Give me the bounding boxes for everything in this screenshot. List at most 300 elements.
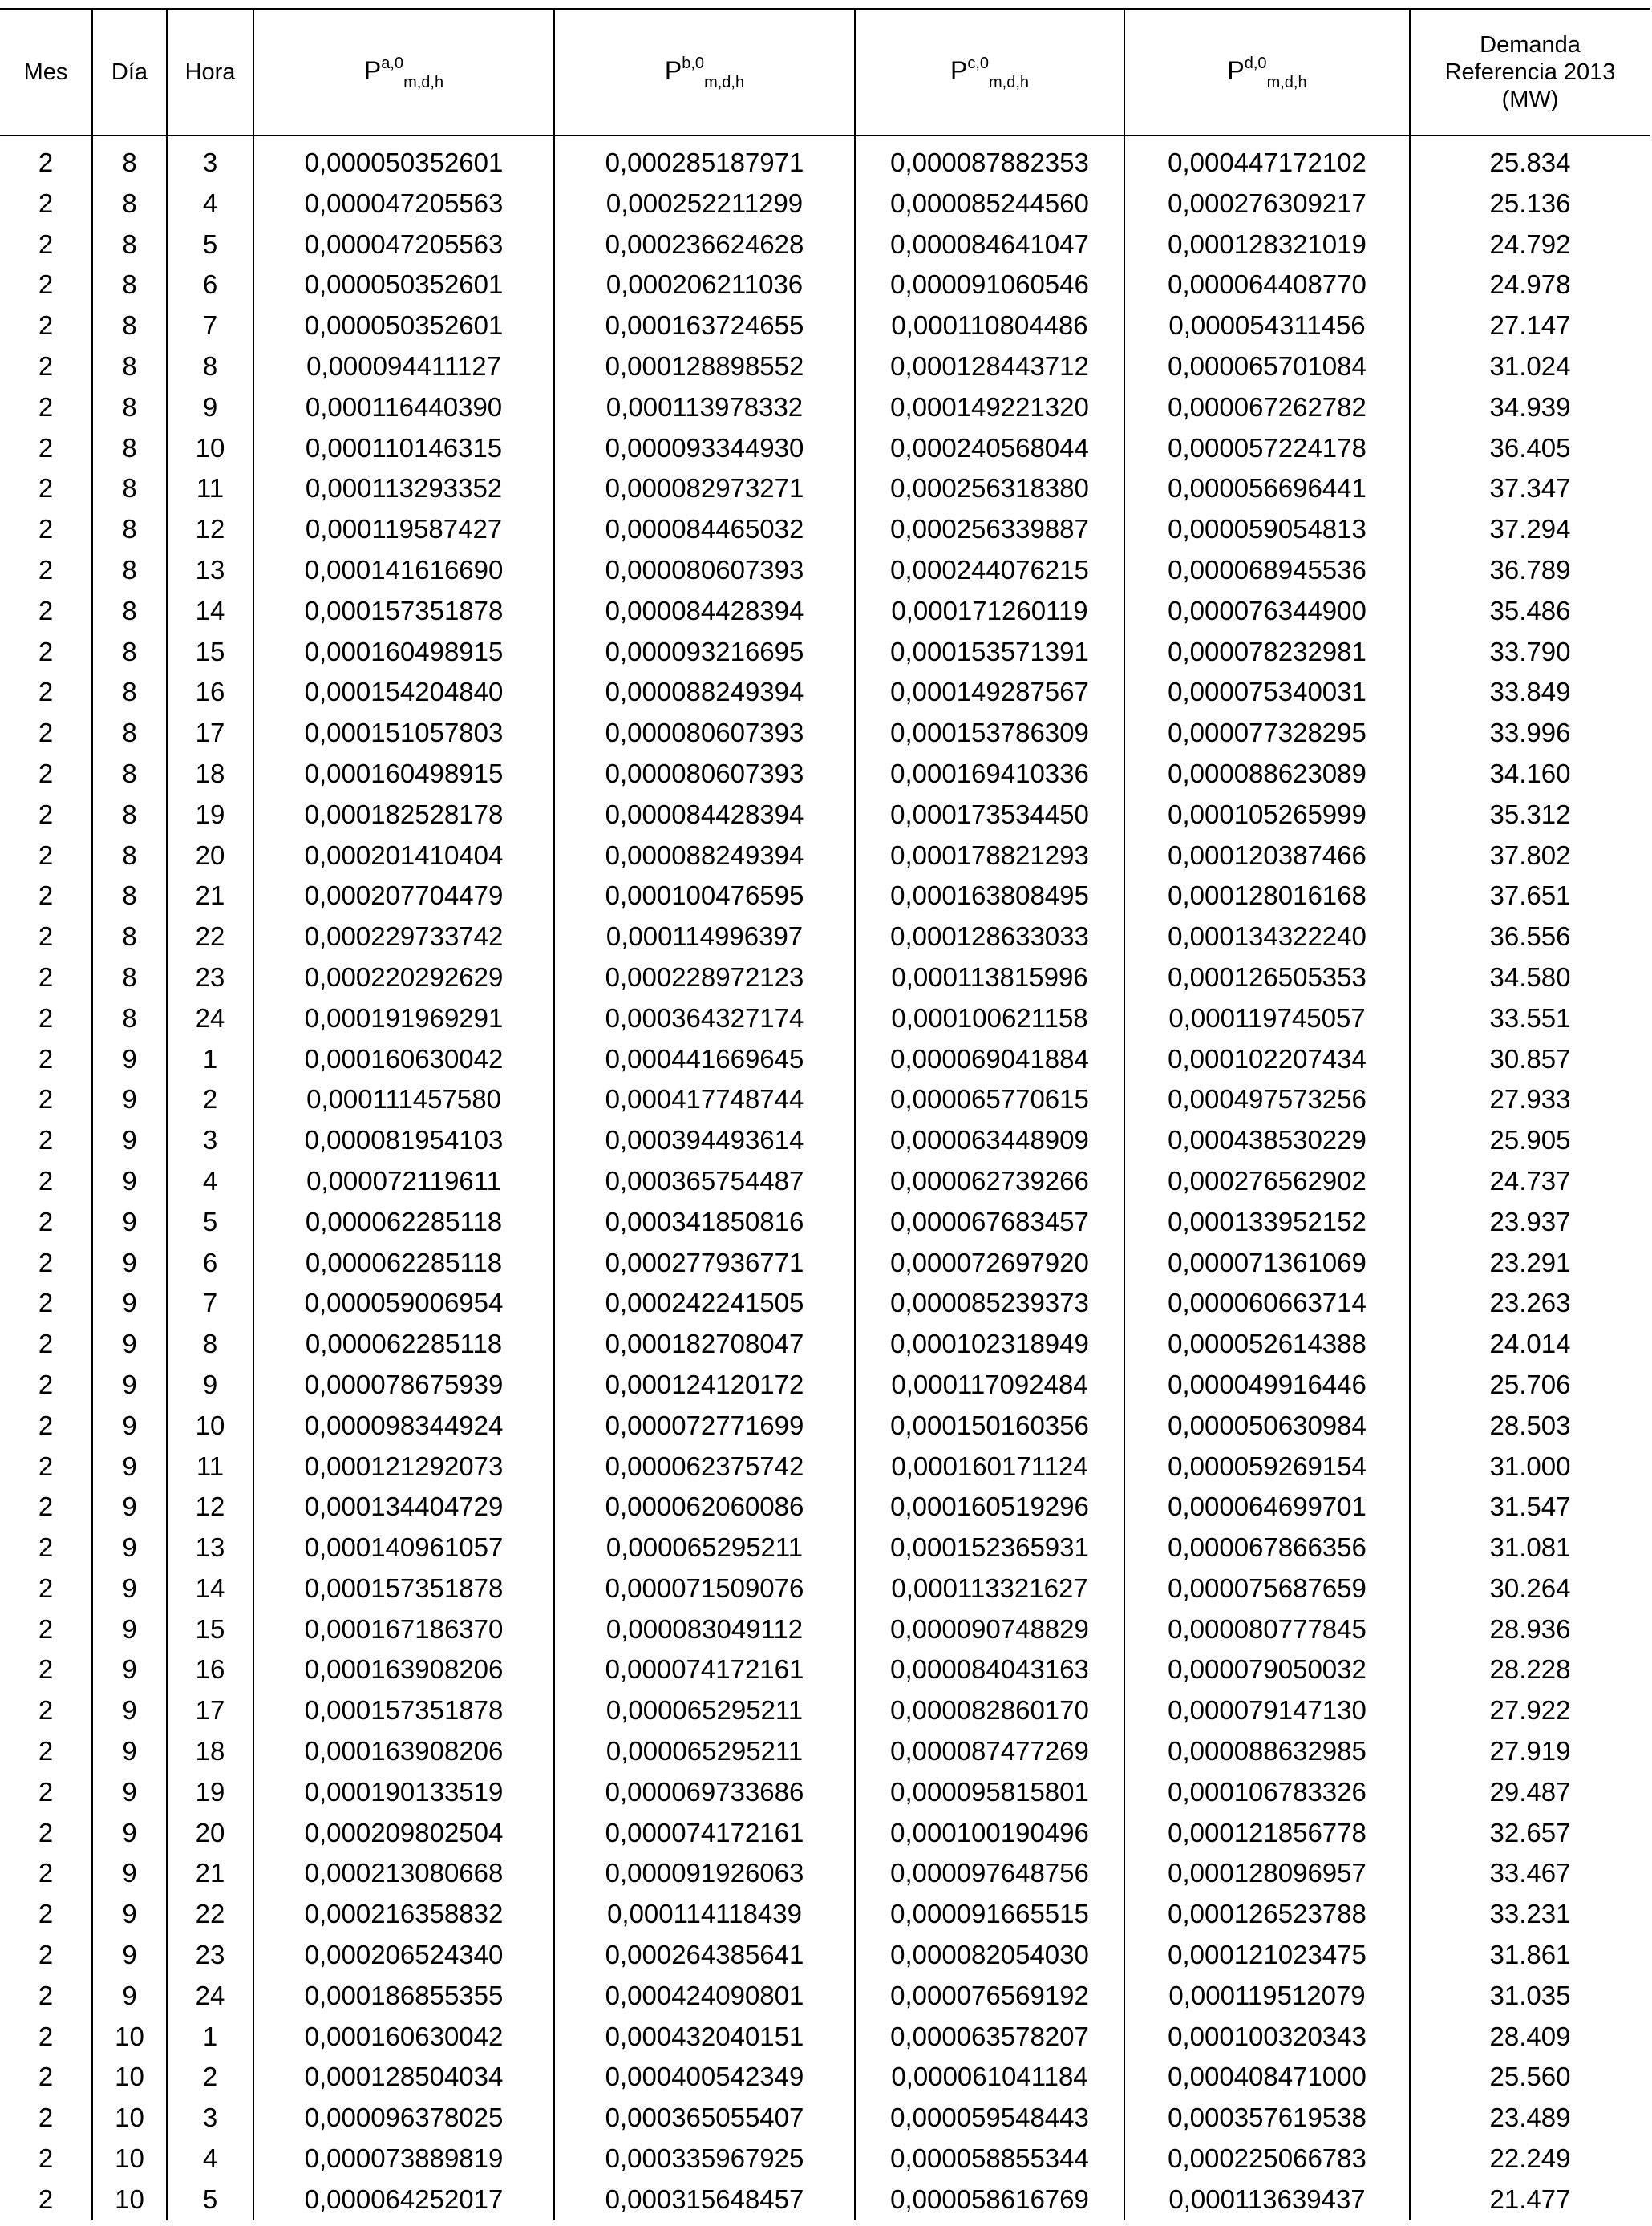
table-row	[0, 957, 1650, 998]
cell-mes: 2	[38, 554, 54, 585]
cell-pc: 0,000256339887	[855, 509, 1124, 550]
cell-pd: 0,000075687659	[1124, 1568, 1410, 1609]
cell-pb: 0,000400542349	[554, 2057, 855, 2098]
cell-pb: 0,000264385641	[554, 1935, 855, 1976]
cell-pa: 0,000141616690	[253, 550, 554, 591]
cell-demanda: 22.249	[1410, 2139, 1650, 2179]
cell-dia: 9	[92, 1365, 167, 1406]
cell-hora: 1	[167, 2017, 253, 2058]
cell-pa: 0,000110146315	[253, 428, 554, 469]
cell-demanda: 31.547	[1410, 1487, 1650, 1528]
cell-dia: 8	[92, 591, 167, 632]
cell-mes: 2	[38, 2103, 54, 2133]
cell-pa: 0,000134404729	[253, 1487, 554, 1528]
table-row	[0, 998, 1650, 1039]
cell-pc: 0,000153571391	[855, 632, 1124, 673]
cell-hora: 8	[167, 346, 253, 387]
cell-dia: 9	[92, 1935, 167, 1976]
cell-pc: 0,000063448909	[855, 1120, 1124, 1161]
table-row	[0, 1813, 1650, 1854]
cell-pa: 0,000157351878	[253, 1690, 554, 1731]
cell-pa: 0,000078675939	[253, 1365, 554, 1406]
cell-hora: 2	[167, 1079, 253, 1120]
cell-hora: 24	[167, 1976, 253, 2017]
cell-pc: 0,000085239373	[855, 1283, 1124, 1324]
cell-hora: 17	[167, 713, 253, 754]
cell-pb: 0,000080607393	[554, 713, 855, 754]
cell-pb: 0,000163724655	[554, 306, 855, 346]
cell-pd: 0,000059269154	[1124, 1447, 1410, 1487]
table-row	[0, 672, 1650, 713]
cell-dia: 9	[92, 1853, 167, 1894]
cell-pb: 0,000124120172	[554, 1365, 855, 1406]
table-row	[0, 1731, 1650, 1772]
cell-pd: 0,000113639437	[1124, 2179, 1410, 2220]
cell-pa: 0,000163908206	[253, 1649, 554, 1690]
demand-table	[0, 8, 1650, 2220]
cell-hora: 19	[167, 1772, 253, 1813]
cell-mes: 2	[38, 1695, 54, 1726]
cell-pa: 0,000209802504	[253, 1813, 554, 1854]
cell-hora: 15	[167, 1609, 253, 1650]
cell-pb: 0,000315648457	[554, 2179, 855, 2220]
cell-pd: 0,000102207434	[1124, 1039, 1410, 1080]
cell-pa: 0,000111457580	[253, 1079, 554, 1120]
cell-pd: 0,000076344900	[1124, 591, 1410, 632]
cell-pb: 0,000082973271	[554, 468, 855, 509]
cell-pc: 0,000256318380	[855, 468, 1124, 509]
cell-dia: 9	[92, 1609, 167, 1650]
cell-dia: 10	[92, 2017, 167, 2058]
cell-pa: 0,000191969291	[253, 998, 554, 1039]
demanda-line-2: Referencia 2013	[1444, 59, 1616, 85]
cell-demanda: 33.996	[1410, 713, 1650, 754]
cell-dia: 8	[92, 265, 167, 306]
cell-dia: 9	[92, 1079, 167, 1120]
cell-hora: 18	[167, 754, 253, 795]
cell-hora: 21	[167, 876, 253, 917]
cell-dia: 9	[92, 1528, 167, 1568]
cell-pa: 0,000140961057	[253, 1528, 554, 1568]
cell-pc: 0,000163808495	[855, 876, 1124, 917]
cell-pa: 0,000201410404	[253, 836, 554, 876]
cell-pc: 0,000095815801	[855, 1772, 1124, 1813]
col-header-pc	[855, 9, 1124, 136]
cell-demanda: 28.936	[1410, 1609, 1650, 1650]
cell-pd: 0,000134322240	[1124, 917, 1410, 957]
cell-demanda: 28.228	[1410, 1649, 1650, 1690]
table-row	[0, 1568, 1650, 1609]
cell-mes: 2	[38, 1572, 54, 1603]
p-symbol: P	[664, 55, 682, 85]
cell-pb: 0,000441669645	[554, 1039, 855, 1080]
cell-demanda: 25.560	[1410, 2057, 1650, 2098]
cell-pb: 0,000364327174	[554, 998, 855, 1039]
cell-pc: 0,000061041184	[855, 2057, 1124, 2098]
cell-mes: 2	[38, 1084, 54, 1115]
cell-dia: 10	[92, 2098, 167, 2139]
cell-pd: 0,000078232981	[1124, 632, 1410, 673]
cell-hora: 4	[167, 2139, 253, 2179]
cell-pa: 0,000216358832	[253, 1894, 554, 1935]
cell-dia: 9	[92, 1649, 167, 1690]
cell-pd: 0,000054311456	[1124, 306, 1410, 346]
cell-pa: 0,000186855355	[253, 1976, 554, 2017]
cell-pa: 0,000229733742	[253, 917, 554, 957]
cell-pc: 0,000091665515	[855, 1894, 1124, 1935]
cell-dia: 9	[92, 1813, 167, 1854]
table-row	[0, 1528, 1650, 1568]
cell-mes: 2	[38, 1532, 54, 1563]
cell-pb: 0,000285187971	[554, 136, 855, 184]
cell-demanda: 30.857	[1410, 1039, 1650, 1080]
cell-dia: 8	[92, 468, 167, 509]
cell-demanda: 23.291	[1410, 1243, 1650, 1284]
col-header-pd	[1124, 9, 1410, 136]
p-subscript: m,d,h	[1266, 73, 1307, 91]
table-row	[0, 1161, 1650, 1202]
cell-mes: 2	[38, 2143, 54, 2174]
table-row	[0, 795, 1650, 836]
cell-mes: 2	[38, 1980, 54, 2010]
cell-demanda: 24.978	[1410, 265, 1650, 306]
cell-pb: 0,000088249394	[554, 672, 855, 713]
cell-dia: 9	[92, 1772, 167, 1813]
cell-pd: 0,000079147130	[1124, 1690, 1410, 1731]
cell-pa: 0,000072119611	[253, 1161, 554, 1202]
pd-superscript: d,0	[1244, 54, 1267, 72]
cell-demanda: 36.405	[1410, 428, 1650, 469]
table-row	[0, 1406, 1650, 1447]
cell-mes: 2	[38, 432, 54, 463]
cell-pa: 0,000094411127	[253, 346, 554, 387]
cell-pb: 0,000093216695	[554, 632, 855, 673]
table-row	[0, 632, 1650, 673]
cell-pc: 0,000072697920	[855, 1243, 1124, 1284]
cell-pb: 0,000182708047	[554, 1324, 855, 1365]
cell-hora: 13	[167, 550, 253, 591]
cell-pd: 0,000225066783	[1124, 2139, 1410, 2179]
cell-pd: 0,000067866356	[1124, 1528, 1410, 1568]
cell-dia: 10	[92, 2057, 167, 2098]
cell-demanda: 25.905	[1410, 1120, 1650, 1161]
cell-pb: 0,000277936771	[554, 1243, 855, 1284]
cell-pb: 0,000417748744	[554, 1079, 855, 1120]
table-row	[0, 1690, 1650, 1731]
cell-demanda: 23.937	[1410, 1202, 1650, 1243]
cell-demanda: 34.160	[1410, 754, 1650, 795]
cell-pb: 0,000065295211	[554, 1528, 855, 1568]
cell-pc: 0,000059548443	[855, 2098, 1124, 2139]
cell-demanda: 33.231	[1410, 1894, 1650, 1935]
cell-pc: 0,000076569192	[855, 1976, 1124, 2017]
cell-dia: 8	[92, 184, 167, 225]
cell-hora: 12	[167, 1487, 253, 1528]
cell-demanda: 29.487	[1410, 1772, 1650, 1813]
cell-pd: 0,000088632985	[1124, 1731, 1410, 1772]
cell-dia: 8	[92, 136, 167, 184]
cell-dia: 8	[92, 387, 167, 428]
cell-pa: 0,000154204840	[253, 672, 554, 713]
cell-demanda: 37.294	[1410, 509, 1650, 550]
cell-pc: 0,000150160356	[855, 1406, 1124, 1447]
cell-pd: 0,000357619538	[1124, 2098, 1410, 2139]
cell-mes: 2	[38, 2062, 54, 2092]
cell-demanda: 34.939	[1410, 387, 1650, 428]
cell-dia: 9	[92, 1120, 167, 1161]
table-row	[0, 1649, 1650, 1690]
cell-pb: 0,000065295211	[554, 1731, 855, 1772]
cell-pb: 0,000093344930	[554, 428, 855, 469]
cell-demanda: 27.922	[1410, 1690, 1650, 1731]
cell-mes: 2	[38, 1165, 54, 1196]
cell-pa: 0,000213080668	[253, 1853, 554, 1894]
cell-pa: 0,000206524340	[253, 1935, 554, 1976]
cell-pa: 0,000081954103	[253, 1120, 554, 1161]
cell-pd: 0,000079050032	[1124, 1649, 1410, 1690]
cell-demanda: 25.706	[1410, 1365, 1650, 1406]
cell-pa: 0,000073889819	[253, 2139, 554, 2179]
cell-mes: 2	[38, 1451, 54, 1481]
cell-pd: 0,000088623089	[1124, 754, 1410, 795]
cell-pc: 0,000082054030	[855, 1935, 1124, 1976]
cell-pd: 0,000060663714	[1124, 1283, 1410, 1324]
cell-pa: 0,000167186370	[253, 1609, 554, 1650]
cell-pa: 0,000098344924	[253, 1406, 554, 1447]
cell-pb: 0,000242241505	[554, 1283, 855, 1324]
cell-pc: 0,000087882353	[855, 136, 1124, 184]
table-row	[0, 306, 1650, 346]
cell-dia: 8	[92, 876, 167, 917]
cell-mes: 2	[38, 1858, 54, 1888]
cell-dia: 9	[92, 1202, 167, 1243]
cell-pb: 0,000062375742	[554, 1447, 855, 1487]
cell-pb: 0,000072771699	[554, 1406, 855, 1447]
cell-pb: 0,000074172161	[554, 1813, 855, 1854]
cell-pc: 0,000149221320	[855, 387, 1124, 428]
cell-pb: 0,000062060086	[554, 1487, 855, 1528]
cell-hora: 16	[167, 1649, 253, 1690]
cell-pd: 0,000065701084	[1124, 346, 1410, 387]
table-row	[0, 1039, 1650, 1080]
cell-pa: 0,000160630042	[253, 1039, 554, 1080]
table-row	[0, 591, 1650, 632]
cell-hora: 9	[167, 1365, 253, 1406]
table-row	[0, 346, 1650, 387]
cell-pc: 0,000100621158	[855, 998, 1124, 1039]
table-row	[0, 1324, 1650, 1365]
cell-pa: 0,000160630042	[253, 2017, 554, 2058]
cell-pb: 0,000365754487	[554, 1161, 855, 1202]
cell-pc: 0,000113321627	[855, 1568, 1124, 1609]
cell-pd: 0,000050630984	[1124, 1406, 1410, 1447]
cell-mes: 2	[38, 1613, 54, 1644]
cell-hora: 16	[167, 672, 253, 713]
cell-mes: 2	[38, 1491, 54, 1522]
cell-mes: 2	[38, 1776, 54, 1807]
cell-dia: 8	[92, 509, 167, 550]
table-body	[0, 136, 1650, 2220]
cell-pb: 0,000088249394	[554, 836, 855, 876]
cell-dia: 8	[92, 225, 167, 265]
cell-pc: 0,000084641047	[855, 225, 1124, 265]
cell-dia: 8	[92, 346, 167, 387]
cell-mes: 2	[38, 1736, 54, 1767]
cell-pd: 0,000057224178	[1124, 428, 1410, 469]
cell-pc: 0,000069041884	[855, 1039, 1124, 1080]
cell-pb: 0,000069733686	[554, 1772, 855, 1813]
cell-mes: 2	[38, 514, 54, 544]
table-row	[0, 836, 1650, 876]
cell-dia: 9	[92, 1406, 167, 1447]
cell-mes: 2	[38, 921, 54, 952]
cell-dia: 9	[92, 1283, 167, 1324]
table-row	[0, 1120, 1650, 1161]
cell-pa: 0,000096378025	[253, 2098, 554, 2139]
table-row	[0, 2179, 1650, 2220]
cell-pd: 0,000067262782	[1124, 387, 1410, 428]
cell-pd: 0,000080777845	[1124, 1609, 1410, 1650]
table-row	[0, 2057, 1650, 2098]
cell-demanda: 31.000	[1410, 1447, 1650, 1487]
cell-demanda: 31.861	[1410, 1935, 1650, 1976]
cell-pb: 0,000432040151	[554, 2017, 855, 2058]
table-row	[0, 1079, 1650, 1120]
p-subscript: m,d,h	[704, 73, 745, 91]
cell-mes: 2	[38, 961, 54, 992]
cell-pc: 0,000110804486	[855, 306, 1124, 346]
cell-demanda: 31.024	[1410, 346, 1650, 387]
cell-demanda: 36.556	[1410, 917, 1650, 957]
cell-pa: 0,000064252017	[253, 2179, 554, 2220]
cell-demanda: 27.933	[1410, 1079, 1650, 1120]
cell-dia: 8	[92, 998, 167, 1039]
cell-demanda: 31.081	[1410, 1528, 1650, 1568]
cell-pc: 0,000160519296	[855, 1487, 1124, 1528]
cell-demanda: 24.737	[1410, 1161, 1650, 1202]
cell-pa: 0,000157351878	[253, 591, 554, 632]
table-row	[0, 1487, 1650, 1528]
cell-hora: 21	[167, 1853, 253, 1894]
cell-pb: 0,000424090801	[554, 1976, 855, 2017]
table-row	[0, 876, 1650, 917]
table-row	[0, 136, 1650, 184]
cell-pa: 0,000047205563	[253, 225, 554, 265]
cell-pd: 0,000064699701	[1124, 1487, 1410, 1528]
cell-mes: 2	[38, 677, 54, 707]
cell-pb: 0,000341850816	[554, 1202, 855, 1243]
cell-mes: 2	[38, 1940, 54, 1970]
cell-pb: 0,000113978332	[554, 387, 855, 428]
cell-hora: 12	[167, 509, 253, 550]
pc-superscript: c,0	[967, 54, 989, 72]
cell-hora: 15	[167, 632, 253, 673]
cell-pb: 0,000114996397	[554, 917, 855, 957]
cell-pa: 0,000047205563	[253, 184, 554, 225]
table-row	[0, 1976, 1650, 2017]
cell-pd: 0,000276309217	[1124, 184, 1410, 225]
cell-pc: 0,000160171124	[855, 1447, 1124, 1487]
cell-pb: 0,000080607393	[554, 754, 855, 795]
cell-demanda: 28.409	[1410, 2017, 1650, 2058]
table-row	[0, 2098, 1650, 2139]
cell-pd: 0,000119512079	[1124, 1976, 1410, 2017]
cell-dia: 9	[92, 1568, 167, 1609]
pa-superscript: a,0	[381, 54, 404, 72]
cell-demanda: 23.489	[1410, 2098, 1650, 2139]
cell-pa: 0,000182528178	[253, 795, 554, 836]
cell-mes: 2	[38, 595, 54, 625]
cell-mes: 2	[38, 1369, 54, 1399]
cell-pc: 0,000128633033	[855, 917, 1124, 957]
cell-mes: 2	[38, 1206, 54, 1236]
cell-demanda: 25.136	[1410, 184, 1650, 225]
cell-pd: 0,000128016168	[1124, 876, 1410, 917]
cell-hora: 18	[167, 1731, 253, 1772]
cell-mes: 2	[38, 473, 54, 504]
cell-mes: 2	[38, 269, 54, 300]
cell-hora: 6	[167, 265, 253, 306]
table-row	[0, 1935, 1650, 1976]
cell-dia: 8	[92, 632, 167, 673]
cell-pa: 0,000062285118	[253, 1202, 554, 1243]
cell-pd: 0,000126523788	[1124, 1894, 1410, 1935]
cell-pa: 0,000190133519	[253, 1772, 554, 1813]
cell-pc: 0,000062739266	[855, 1161, 1124, 1202]
cell-hora: 3	[167, 1120, 253, 1161]
cell-pd: 0,000056696441	[1124, 468, 1410, 509]
table-row	[0, 550, 1650, 591]
cell-demanda: 37.651	[1410, 876, 1650, 917]
cell-pc: 0,000090748829	[855, 1609, 1124, 1650]
cell-pd: 0,000128096957	[1124, 1853, 1410, 1894]
cell-mes: 2	[38, 1654, 54, 1685]
cell-pa: 0,000160498915	[253, 632, 554, 673]
cell-hora: 7	[167, 1283, 253, 1324]
cell-mes: 2	[38, 880, 54, 911]
cell-pa: 0,000113293352	[253, 468, 554, 509]
cell-dia: 8	[92, 713, 167, 754]
cell-pb: 0,000335967925	[554, 2139, 855, 2179]
cell-pc: 0,000117092484	[855, 1365, 1124, 1406]
cell-dia: 9	[92, 1731, 167, 1772]
cell-mes: 2	[38, 1002, 54, 1033]
cell-pb: 0,000252211299	[554, 184, 855, 225]
cell-pb: 0,000084428394	[554, 795, 855, 836]
cell-demanda: 36.789	[1410, 550, 1650, 591]
cell-mes: 2	[38, 350, 54, 381]
cell-pa: 0,000220292629	[253, 957, 554, 998]
table-row	[0, 1365, 1650, 1406]
cell-hora: 19	[167, 795, 253, 836]
cell-hora: 6	[167, 1243, 253, 1284]
cell-demanda: 28.503	[1410, 1406, 1650, 1447]
cell-mes: 2	[38, 1817, 54, 1848]
cell-mes: 2	[38, 636, 54, 666]
cell-mes: 2	[38, 1410, 54, 1440]
cell-dia: 9	[92, 1894, 167, 1935]
cell-demanda: 33.467	[1410, 1853, 1650, 1894]
cell-pa: 0,000151057803	[253, 713, 554, 754]
cell-hora: 22	[167, 1894, 253, 1935]
cell-hora: 5	[167, 1202, 253, 1243]
cell-mes: 2	[38, 1247, 54, 1277]
cell-pb: 0,000083049112	[554, 1609, 855, 1650]
cell-pa: 0,000207704479	[253, 876, 554, 917]
cell-pd: 0,000052614388	[1124, 1324, 1410, 1365]
cell-pb: 0,000084465032	[554, 509, 855, 550]
cell-pd: 0,000126505353	[1124, 957, 1410, 998]
